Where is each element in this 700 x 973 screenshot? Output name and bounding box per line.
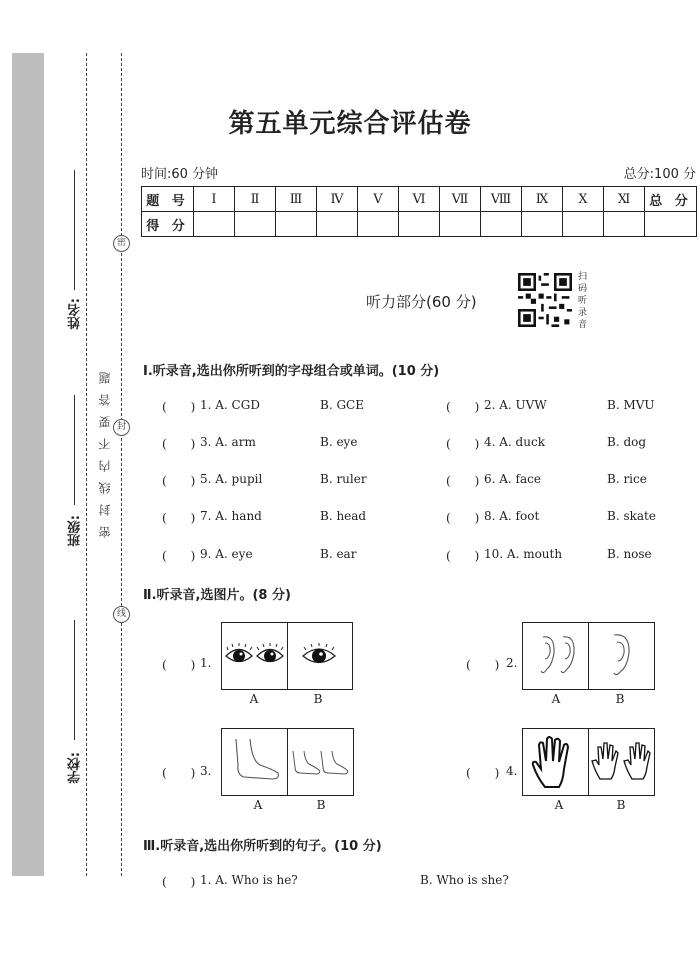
seal-mark-feng: 封 — [113, 419, 130, 436]
school-label: 学校: — [68, 752, 83, 784]
score-table-score-row — [142, 212, 697, 237]
answer-blank[interactable]: ( ) — [162, 400, 196, 414]
score-cell[interactable] — [317, 212, 358, 237]
answer-blank[interactable]: ( ) — [466, 658, 500, 672]
school-blank[interactable] — [74, 620, 75, 740]
picture-choice-box — [522, 622, 655, 690]
qr-code-icon[interactable] — [518, 273, 572, 327]
option-b: B. nose — [607, 547, 652, 561]
option-label-a: A — [249, 692, 259, 706]
score-header-cell: Ⅴ — [358, 187, 399, 212]
answer-blank[interactable]: ( ) — [162, 875, 196, 889]
score-cell[interactable] — [276, 212, 317, 237]
score-cell[interactable] — [399, 212, 440, 237]
option-label-b: B — [313, 692, 323, 706]
score-header-cell: Ⅹ — [563, 187, 604, 212]
question-number: 1. — [200, 656, 212, 670]
score-header-cell: 题 号 — [142, 187, 194, 212]
answer-blank[interactable]: ( ) — [162, 766, 196, 780]
score-table — [141, 186, 697, 237]
answer-blank[interactable]: ( ) — [446, 400, 480, 414]
score-cell[interactable] — [358, 212, 399, 237]
score-cell[interactable] — [235, 212, 276, 237]
part-2-heading — [143, 584, 291, 603]
qr-code-label: 扫码听录音 — [578, 272, 588, 330]
score-table-header-row — [142, 187, 697, 212]
option-b: B. eye — [320, 435, 358, 449]
feet-icon — [287, 729, 353, 795]
answer-blank[interactable]: ( ) — [162, 549, 196, 563]
binding-strip — [12, 53, 44, 876]
option-label-b: B — [316, 798, 326, 812]
picture-option-a[interactable] — [523, 623, 589, 689]
listening-section-title: 听力部分(60 分) — [366, 293, 477, 311]
answer-blank[interactable]: ( ) — [162, 511, 196, 525]
option-a: 4. A. duck — [484, 435, 545, 449]
score-header-cell: Ⅵ — [399, 187, 440, 212]
option-b: B. ruler — [320, 472, 367, 486]
answer-blank[interactable]: ( ) — [446, 549, 480, 563]
answer-blank[interactable]: ( ) — [162, 658, 196, 672]
picture-option-a[interactable] — [222, 623, 288, 689]
score-header-cell: Ⅲ — [276, 187, 317, 212]
picture-option-b[interactable] — [287, 729, 353, 795]
part-1-instructions: 听录音,选出你所听到的字母组合或单词。(10 分) — [152, 364, 440, 379]
option-label-a: A — [554, 798, 564, 812]
time-limit: 时间:60 分钟 — [141, 167, 219, 182]
answer-blank[interactable]: ( ) — [466, 766, 500, 780]
part-2-number: Ⅱ. — [143, 588, 157, 603]
question-number: 4. — [506, 764, 518, 778]
part-1-number: Ⅰ. — [143, 364, 153, 379]
option-b: B. GCE — [320, 398, 364, 412]
score-cell[interactable] — [645, 212, 697, 237]
option-a: 10. A. mouth — [484, 547, 563, 561]
option-a: 2. A. UVW — [484, 398, 547, 412]
score-cell[interactable] — [604, 212, 645, 237]
option-a: 8. A. foot — [484, 509, 540, 523]
picture-option-a[interactable] — [222, 729, 288, 795]
option-b: B. ear — [320, 547, 357, 561]
option-a: 3. A. arm — [200, 435, 256, 449]
picture-choice-box — [522, 728, 655, 796]
picture-option-b[interactable] — [588, 729, 654, 795]
name-blank[interactable] — [74, 170, 75, 290]
option-label-a: A — [551, 692, 561, 706]
option-b: B. MVU — [607, 398, 655, 412]
eye-icon — [287, 623, 352, 689]
part-3-number: Ⅲ. — [143, 839, 161, 854]
score-cell[interactable] — [563, 212, 604, 237]
score-header-cell: 总 分 — [645, 187, 697, 212]
score-header-cell: Ⅺ — [604, 187, 645, 212]
score-cell[interactable] — [194, 212, 235, 237]
ear-icon — [588, 623, 654, 689]
ears-icon — [523, 623, 588, 689]
option-a: 1. A. Who is he? — [200, 873, 298, 887]
option-a: 1. A. CGD — [200, 398, 260, 412]
picture-choice-box — [221, 728, 354, 796]
picture-option-a[interactable] — [523, 729, 589, 795]
cut-line-left — [86, 53, 87, 876]
option-label-a: A — [253, 798, 263, 812]
question-number: 3. — [200, 764, 212, 778]
class-label: 班级: — [68, 515, 83, 547]
part-3-instructions: 听录音,选出你所听到的句子。(10 分) — [160, 839, 382, 854]
option-b: B. dog — [607, 435, 647, 449]
picture-option-b[interactable] — [588, 623, 654, 689]
score-header-cell: Ⅶ — [440, 187, 481, 212]
score-cell[interactable] — [481, 212, 522, 237]
score-cell[interactable] — [522, 212, 563, 237]
part-3-heading — [143, 835, 382, 854]
page-title: 第五单元综合评估卷 — [228, 109, 472, 139]
cut-line-right — [121, 53, 122, 876]
class-blank[interactable] — [74, 395, 75, 505]
option-b: B. Who is she? — [420, 873, 509, 887]
seal-mark-mi: 密 — [113, 235, 130, 252]
answer-blank[interactable]: ( ) — [446, 474, 480, 488]
answer-blank[interactable]: ( ) — [446, 437, 480, 451]
option-a: 9. A. eye — [200, 547, 253, 561]
total-score: 总分:100 分 — [623, 167, 696, 182]
option-b: B. skate — [607, 509, 656, 523]
hand-icon — [523, 729, 588, 795]
seal-mark-xian: 线 — [113, 606, 130, 623]
option-label-b: B — [615, 692, 625, 706]
name-label: 姓名: — [68, 298, 83, 330]
part-1-heading — [143, 360, 439, 379]
answer-blank[interactable]: ( ) — [162, 437, 196, 451]
score-header-cell: Ⅱ — [235, 187, 276, 212]
score-row-label: 得 分 — [142, 212, 194, 237]
option-b: B. rice — [607, 472, 647, 486]
answer-blank[interactable]: ( ) — [162, 474, 196, 488]
option-label-b: B — [616, 798, 626, 812]
part-2-instructions: 听录音,选图片。(8 分) — [156, 588, 291, 603]
seal-warning: 密封线内不要答题 — [98, 362, 112, 538]
score-header-cell: Ⅰ — [194, 187, 235, 212]
foot-icon — [222, 729, 287, 795]
hands-icon — [588, 729, 654, 795]
option-a: 7. A. hand — [200, 509, 262, 523]
score-cell[interactable] — [440, 212, 481, 237]
answer-blank[interactable]: ( ) — [446, 511, 480, 525]
picture-choice-box — [221, 622, 353, 690]
option-b: B. head — [320, 509, 367, 523]
score-header-cell: Ⅷ — [481, 187, 522, 212]
score-header-cell: Ⅸ — [522, 187, 563, 212]
option-a: 5. A. pupil — [200, 472, 263, 486]
option-a: 6. A. face — [484, 472, 541, 486]
question-number: 2. — [506, 656, 518, 670]
picture-option-b[interactable] — [287, 623, 352, 689]
eyes-icon — [222, 623, 287, 689]
score-header-cell: Ⅳ — [317, 187, 358, 212]
